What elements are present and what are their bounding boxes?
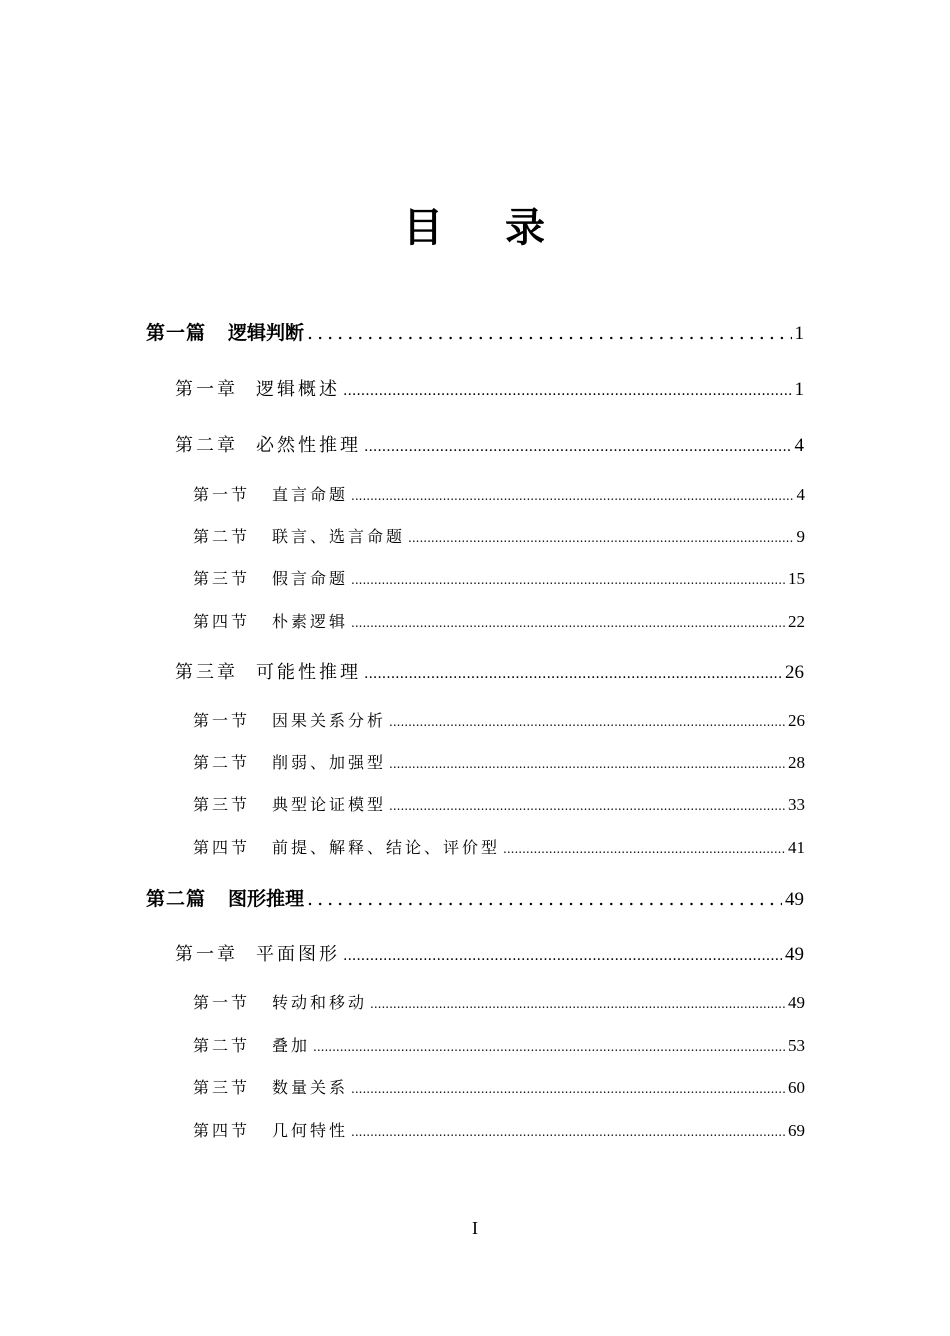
toc-entry-title: 叠加 [272, 1036, 311, 1055]
toc-entry-part-2[interactable] [146, 884, 804, 912]
toc-entry-number: 第二节 [193, 527, 251, 546]
toc-dot-leader [364, 439, 792, 455]
toc-dot-leader [351, 1125, 785, 1139]
toc-entry-section[interactable] [193, 1075, 805, 1103]
toc-entry-section[interactable] [193, 708, 805, 736]
toc-dot-leader [351, 616, 785, 630]
toc-entry-number: 第一篇 [146, 322, 207, 344]
toc-entry-title: 削弱、加强型 [272, 753, 387, 772]
toc-entry-page: 41 [788, 838, 805, 857]
toc-entry-section[interactable] [193, 990, 805, 1018]
toc-entry-number: 第二节 [193, 1036, 251, 1055]
toc-entry-section[interactable] [193, 566, 805, 594]
toc-entry-page: 1 [794, 323, 804, 344]
toc-entry-section[interactable] [193, 609, 805, 637]
toc-entry-number: 第一节 [193, 993, 251, 1012]
toc-entry-title: 必然性推理 [256, 435, 361, 456]
toc-entry-section[interactable] [193, 750, 805, 778]
toc-dot-leader [307, 322, 791, 344]
toc-entry-title: 数量关系 [272, 1078, 349, 1097]
toc-dot-leader [351, 573, 785, 587]
toc-dot-leader [343, 383, 792, 399]
toc-entry-number: 第四节 [193, 838, 251, 857]
toc-entry-chapter[interactable] [175, 940, 804, 968]
toc-entry-number: 第四节 [193, 1121, 251, 1140]
toc-entry-chapter[interactable] [175, 658, 804, 686]
toc-entry-title: 逻辑判断 [228, 322, 305, 344]
toc-entry-page: 26 [788, 711, 805, 730]
toc-entry-page: 22 [788, 612, 805, 631]
toc-entry-title: 平面图形 [256, 944, 340, 965]
title-char-2: 录 [505, 205, 547, 251]
toc-dot-leader [351, 1082, 785, 1096]
toc-entry-section[interactable] [193, 1118, 805, 1146]
toc-entry-page: 4 [794, 435, 804, 456]
toc-entry-number: 第三节 [193, 569, 251, 588]
toc-entry-page: 1 [794, 379, 804, 400]
toc-entry-page: 28 [788, 753, 805, 772]
toc-dot-leader [313, 1040, 785, 1054]
toc-entry-number: 第二章 [175, 435, 238, 456]
toc-entry-page: 33 [788, 795, 805, 814]
toc-entry-number: 第一章 [175, 379, 238, 400]
toc-dot-leader [503, 842, 785, 856]
toc-entry-title: 朴素逻辑 [272, 612, 349, 631]
toc-entry-title: 逻辑概述 [256, 379, 340, 400]
toc-entry-number: 第三节 [193, 795, 251, 814]
toc-entry-page: 69 [788, 1121, 805, 1140]
toc-entry-section[interactable] [193, 482, 805, 510]
toc-entry-chapter[interactable] [175, 431, 804, 459]
toc-entry-title: 因果关系分析 [272, 711, 387, 730]
page-number: I [472, 1218, 478, 1238]
toc-entry-title: 转动和移动 [272, 993, 368, 1012]
toc-entry-chapter[interactable] [175, 375, 804, 403]
toc-entry-page: 15 [788, 569, 805, 588]
toc-dot-leader [389, 715, 785, 729]
toc-entry-page: 4 [796, 485, 805, 504]
toc-entry-number: 第三章 [175, 662, 238, 683]
toc-entry-number: 第三节 [193, 1078, 251, 1097]
toc-entry-section[interactable] [193, 1033, 805, 1061]
toc-entry-number: 第一节 [193, 711, 251, 730]
toc-entry-number: 第四节 [193, 612, 251, 631]
toc-dot-leader [389, 799, 785, 813]
toc-entry-number: 第二篇 [146, 888, 207, 910]
toc-dot-leader [351, 489, 793, 503]
toc-entry-section[interactable] [193, 524, 805, 552]
toc-entry-title: 可能性推理 [256, 662, 361, 683]
toc-entry-page: 49 [785, 889, 804, 910]
toc-entry-page: 9 [796, 527, 805, 546]
toc-dot-leader [389, 757, 785, 771]
toc-entry-page: 26 [785, 662, 804, 683]
toc-entry-title: 典型论证模型 [272, 795, 387, 814]
toc-dot-leader [408, 531, 793, 545]
toc-entry-page: 49 [785, 944, 804, 965]
toc-entry-title: 联言、选言命题 [272, 527, 406, 546]
toc-entry-page: 49 [788, 993, 805, 1012]
toc-entry-number: 第一节 [193, 485, 251, 504]
toc-dot-leader [343, 948, 782, 964]
toc-entry-title: 假言命题 [272, 569, 349, 588]
toc-entry-page: 53 [788, 1036, 805, 1055]
toc-entry-title: 几何特性 [272, 1121, 349, 1140]
toc-entry-number: 第一章 [175, 944, 238, 965]
toc-entry-number: 第二节 [193, 753, 251, 772]
page-title [0, 198, 950, 258]
toc-entry-section[interactable] [193, 835, 805, 863]
title-char-1: 目 [403, 205, 445, 251]
toc-entry-part-1[interactable] [146, 318, 804, 346]
toc-dot-leader [307, 888, 782, 910]
toc-entry-page: 60 [788, 1078, 805, 1097]
toc-entry-section[interactable] [193, 792, 805, 820]
toc-entry-title: 图形推理 [228, 888, 305, 910]
toc-entry-title: 前提、解释、结论、评价型 [272, 838, 501, 857]
toc-dot-leader [364, 666, 782, 682]
toc-entry-title: 直言命题 [272, 485, 349, 504]
toc-dot-leader [370, 997, 785, 1011]
